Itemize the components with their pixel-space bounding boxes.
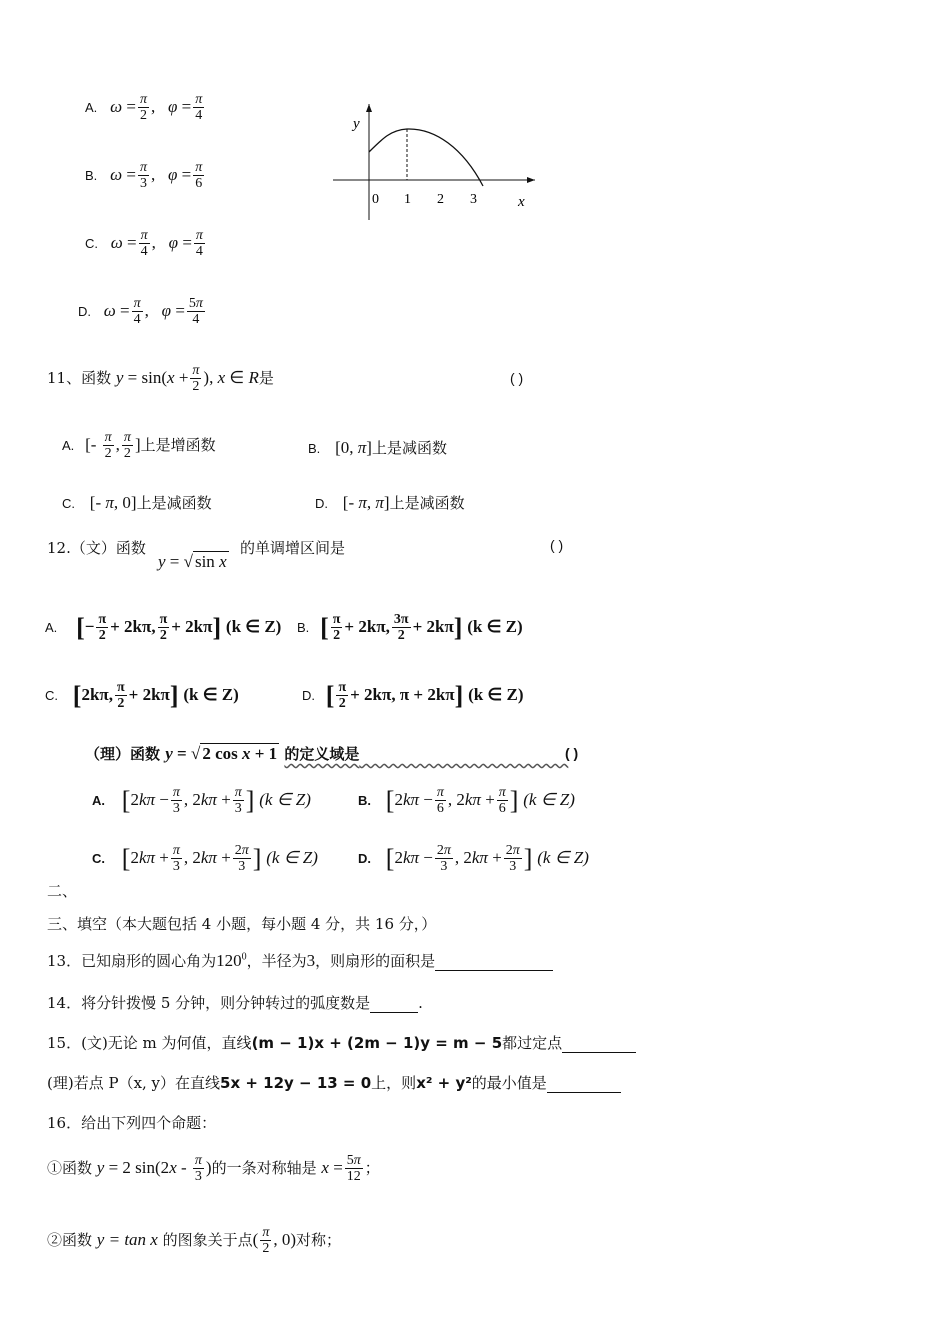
q12-option-b: B. [ $\frac{\pi}{2}$ + 2kπ, $\frac{3\pi}{2}$ + 2kπ] (k ∈ Z) [297, 612, 523, 644]
section-three-heading: 三、填空（本大题包括 4 小题，每小题 4 分，共 16 分，） [47, 915, 437, 933]
q12li-answer-bracket: ( ) [565, 745, 579, 761]
q11-answer-bracket: ( ) [510, 370, 524, 386]
q11-option-b: B. [0, π]上是减函数 [308, 438, 447, 457]
q15-answer-blank[interactable] [562, 1038, 636, 1053]
q16-statement-2: ②函数 y = tan x 的图象关于点( $\frac{\pi}{2}$ , 0)对称； [47, 1225, 342, 1257]
tick-0: 0 [372, 192, 379, 207]
q12-stem-tail: 的单调增区间是 [240, 539, 346, 557]
q14-answer-blank[interactable] [370, 998, 418, 1013]
x-axis-label: x [518, 194, 525, 210]
q15: 15．(文)无论 m 为何值，直线(m − 1)x + (2m − 1)y = m − 5都过定点 [47, 1032, 636, 1053]
q11-option-d: D. [- π, π]上是减函数 [315, 493, 465, 512]
q12-function: y = √ sin x [158, 552, 227, 571]
section-two-heading: 二、 [47, 882, 78, 900]
q15-li: (理)若点 P（x, y）在直线5x + 12y − 13 = 0上，则x² + y²的最小值是 [47, 1072, 621, 1093]
q16-statement-1: ①函数 y = 2 sin(2x - $\frac{\pi}{3}$ )的一条对称轴是 x = $\frac{5\pi}{12}$ ； [47, 1153, 380, 1185]
q10-option-a: A. ω = $\frac{\pi}{2}$ , φ = $\frac{\pi}{4}$ [85, 92, 203, 124]
q12-answer-bracket: ( ) [550, 537, 564, 553]
y-axis-label: y [353, 116, 360, 132]
q11-option-c: C. [- π, 0]上是减函数 [62, 493, 212, 512]
q12li-option-d: D. [2kπ − $\frac{2\pi}{3}$ , 2kπ + $\frac{2\pi}{3}$ ] (k ∈ Z) [358, 843, 589, 875]
q12li-option-b: B. [2kπ − $\frac{\pi}{6}$ , 2kπ + $\frac{\pi}{6}$ ] (k ∈ Z) [358, 785, 575, 817]
tick-2: 2 [437, 192, 444, 207]
q11-stem: 11、函数 y = sin(x + $\frac{\pi}{2}$ ), x ∈ R是 [47, 363, 274, 395]
tick-3: 3 [470, 192, 477, 207]
q13-answer-blank[interactable] [435, 956, 553, 971]
q14: 14．将分针拨慢 5 分钟，则分钟转过的弧度数是 . [47, 994, 423, 1012]
q15li-answer-blank[interactable] [547, 1078, 621, 1093]
q10-option-c: C. ω = $\frac{\pi}{4}$ , φ = $\frac{\pi}{4}$ [85, 228, 203, 260]
sine-graph [325, 100, 545, 225]
q12li-option-a: A. [2kπ − $\frac{\pi}{3}$ , 2kπ + $\frac{\pi}{3}$ ] (k ∈ Z) [92, 785, 311, 817]
q10-option-b: B. ω = $\frac{\pi}{3}$ , φ = $\frac{\pi}{6}$ [85, 160, 203, 192]
q12li-option-c: C. [2kπ + $\frac{\pi}{3}$ , 2kπ + $\frac{2\pi}{3}$ ] (k ∈ Z) [92, 843, 318, 875]
q13: 13．已知扇形的圆心角为$120^0$，半径为3，则扇形的面积是 [47, 950, 553, 971]
tick-1: 1 [404, 192, 411, 207]
q12-option-a: A. [− $\frac{\pi}{2}$ + 2kπ, $\frac{\pi}{2}$ + 2kπ] (k ∈ Z) [45, 612, 282, 644]
q16: 16．给出下列四个命题： [47, 1114, 217, 1132]
curve [369, 129, 483, 186]
q12-stem: 12.（文）函数 [47, 539, 146, 557]
q12li-stem: （理）函数 y = √ 2 cos x + 1 的定义域是 [85, 744, 360, 763]
q11-option-a: A. [- $\frac{\pi}{2}$ , $\frac{\pi}{2}$ ]上是增函数 [62, 430, 216, 462]
q12-option-d: D. [ $\frac{\pi}{2}$ + 2kπ, π + 2kπ] (k ∈ Z) [302, 680, 524, 712]
q10-option-d: D. ω = $\frac{\pi}{4}$ , φ = $\frac{5\pi}{4}$ [78, 296, 203, 328]
q12-option-c: C. [2kπ, $\frac{\pi}{2}$ + 2kπ] (k ∈ Z) [45, 680, 239, 712]
